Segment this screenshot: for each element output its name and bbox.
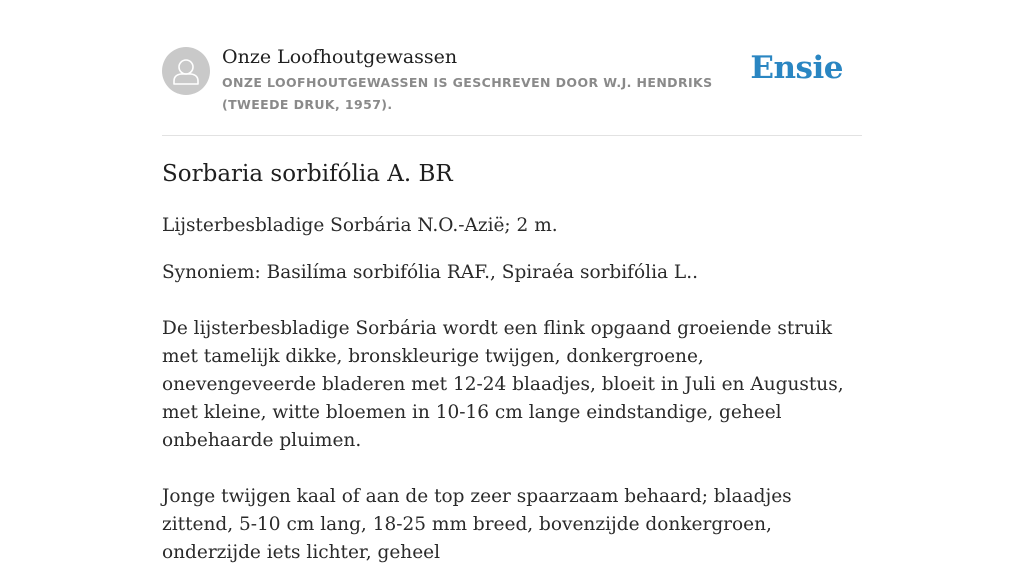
entry-common-name: Lijsterbesbladige Sorbária N.O.-Azië; 2 m. [162,215,558,236]
source-header [162,44,862,136]
entry-paragraph: Jonge twijgen kaal of aan de top zeer spaarzaam behaard; blaadjes zittend, 5-10 cm lang, 18-25 mm breed, bovenzijde donkergroen, onderzijde iets lichter, geheel [162,486,792,563]
avatar[interactable] [162,47,210,95]
source-description: ONZE LOOFHOUTGEWASSEN IS GESCHREVEN DOOR W.J. HENDRIKS (TWEEDE DRUK, 1957). [222,75,713,112]
entry-paragraph: De lijsterbesbladige Sorbária wordt een flink opgaand groeiende struik met tamelijk dikke, bronskleurige twijgen, donkergroene, onevengeveerde bladeren met 12-24 blaadjes, bloeit in Juli en Augustus, met kleine, witte bloemen in 10-16 cm lange eindstandige, geheel onbehaarde pluimen. [162,318,844,451]
brand-logo[interactable]: Ensie [750,50,843,86]
entry-synonyms: Synoniem: Basilíma sorbifólia RAF., Spiraéa sorbifólia L.. [162,262,698,283]
source-title[interactable]: Onze Loofhoutgewassen [222,46,458,68]
header-divider [162,135,862,136]
entry-title: Sorbaria sorbifólia A. BR [162,161,453,187]
entry-content [162,155,862,567]
person-icon [162,47,210,95]
